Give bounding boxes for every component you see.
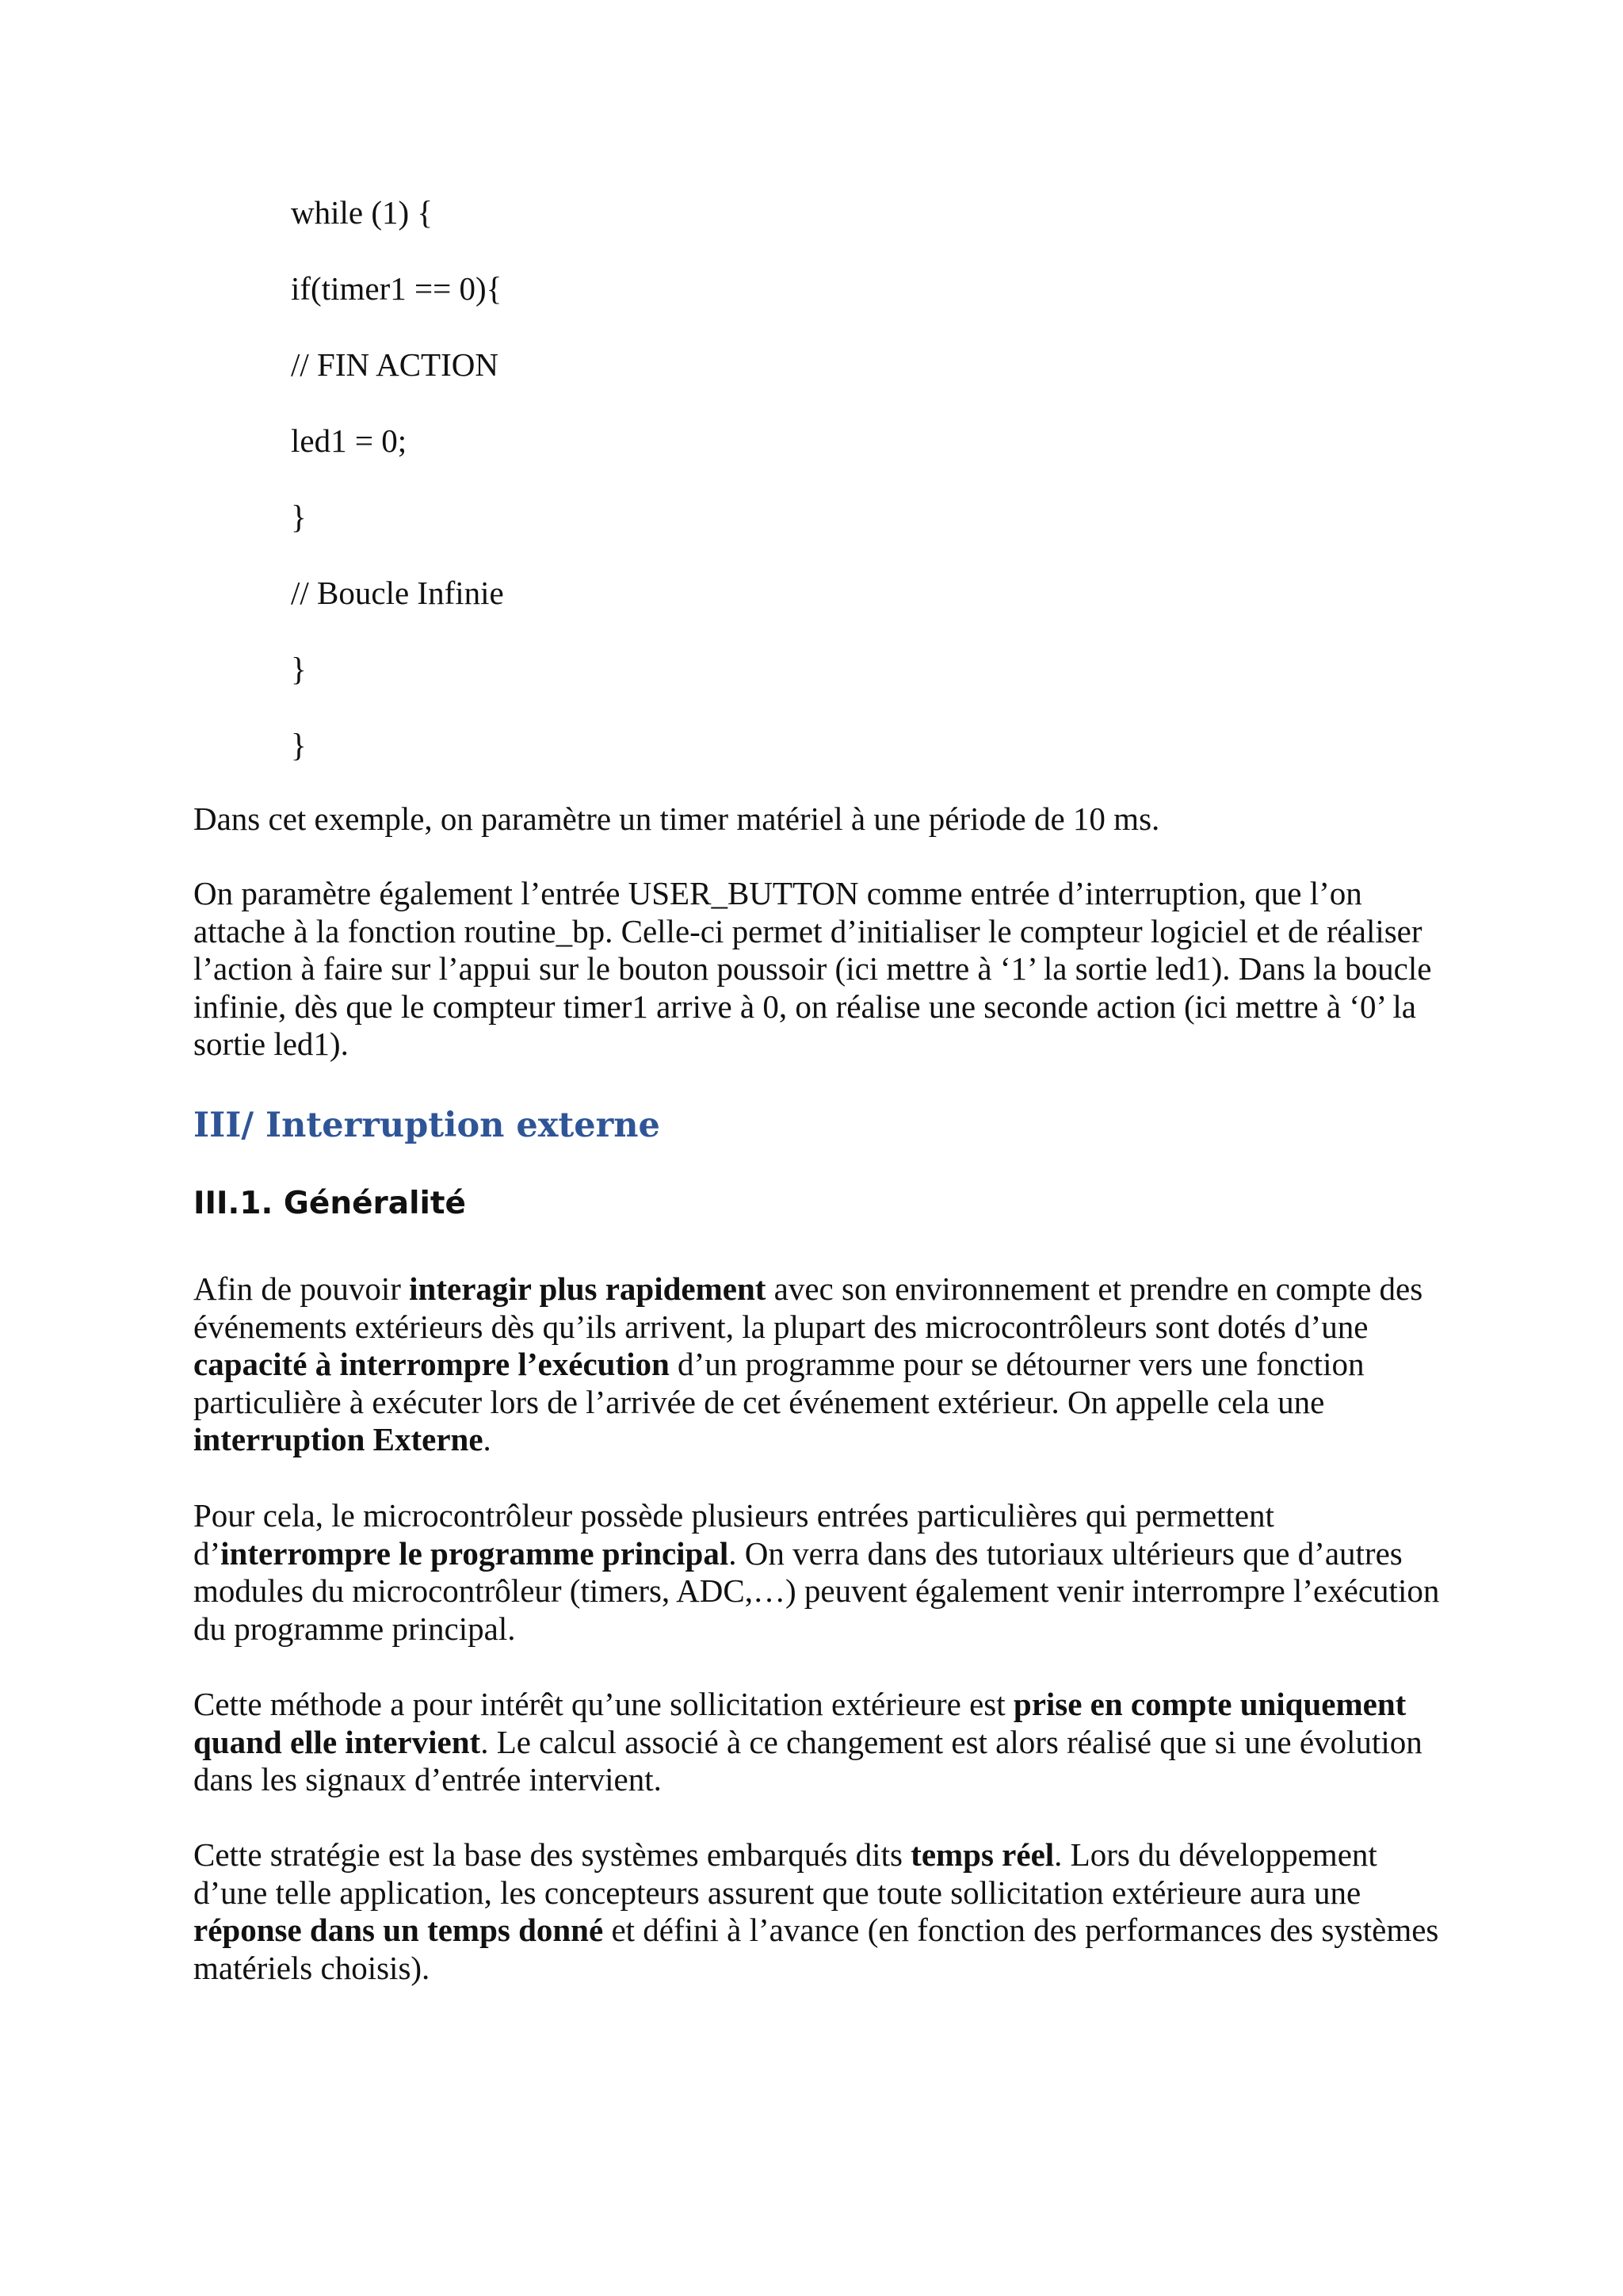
bold-text: temps réel bbox=[911, 1836, 1055, 1873]
code-line: } bbox=[291, 499, 307, 535]
bold-text: prise en compte uniquement quand elle intervient bbox=[193, 1686, 1407, 1760]
section-title: III/ Interruption externe bbox=[193, 1106, 660, 1145]
paragraph-entrees: Pour cela, le microcontrôleur possède plusieurs entrées particulières qui permettent d’interrompre le programme principal. On verra dans des tutoriaux ultérieurs que d’autres modules du microcontrôleur (timers, ADC,…) peuvent également venir interrompre l’exécution du programme principal. bbox=[193, 1497, 1440, 1647]
code-line: // Boucle Infinie bbox=[291, 575, 504, 611]
code-line: while (1) { bbox=[291, 194, 433, 231]
bold-text: capacité à interrompre l’exécution bbox=[193, 1346, 670, 1382]
bold-text: interruption Externe bbox=[193, 1421, 483, 1457]
paragraph-timer-period: Dans cet exemple, on paramètre un timer matériel à une période de 10 ms. bbox=[193, 800, 1160, 837]
code-line: } bbox=[291, 727, 307, 763]
code-line: } bbox=[291, 651, 307, 687]
paragraph-user-button: On paramètre également l’entrée USER_BUTTON comme entrée d’interruption, que l’on attache à la fonction routine_bp. Celle-ci permet d’initialiser le compteur logiciel et de réaliser l’action à faire sur l’appui sur le bouton poussoir (ici mettre à ‘1’ la sortie led1). Dans la boucle infinie, dès que le compteur timer1 arrive à 0, on réalise une seconde action (ici mettre à ‘0’ la sortie led1). bbox=[193, 875, 1432, 1062]
code-line: // FIN ACTION bbox=[291, 346, 498, 383]
code-line: if(timer1 == 0){ bbox=[291, 270, 502, 307]
paragraph-methode: Cette méthode a pour intérêt qu’une sollicitation extérieure est prise en compte uniquement quand elle intervient. Le calcul associé à ce changement est alors réalisé que si une évolution dans les signaux d’entrée intervient. bbox=[193, 1686, 1423, 1797]
paragraph-strategie: Cette stratégie est la base des systèmes embarqués dits temps réel. Lors du développement d’une telle application, les concepteurs assurent que toute sollicitation extérieure aura une réponse dans un temps donné et défini à l’avance (en fonction des performances des systèmes matériels choisis). bbox=[193, 1836, 1439, 1986]
paragraph-generalite: Afin de pouvoir interagir plus rapidement avec son environnement et prendre en compte des événements extérieurs dès qu’ils arrivent, la plupart des microcontrôleurs sont dotés d’une capacité à interrompre l’exécution d’un programme pour se détourner vers une fonction particulière à exécuter lors de l’arrivée de cet événement extérieur. On appelle cela une interruption Externe. bbox=[193, 1270, 1423, 1457]
bold-text: interagir plus rapidement bbox=[409, 1270, 766, 1307]
subsection-title: III.1. Généralité bbox=[193, 1186, 466, 1221]
bold-text: interrompre le programme principal bbox=[220, 1534, 729, 1572]
code-line: led1 = 0; bbox=[291, 422, 407, 459]
bold-text: réponse dans un temps donné bbox=[193, 1912, 604, 1948]
